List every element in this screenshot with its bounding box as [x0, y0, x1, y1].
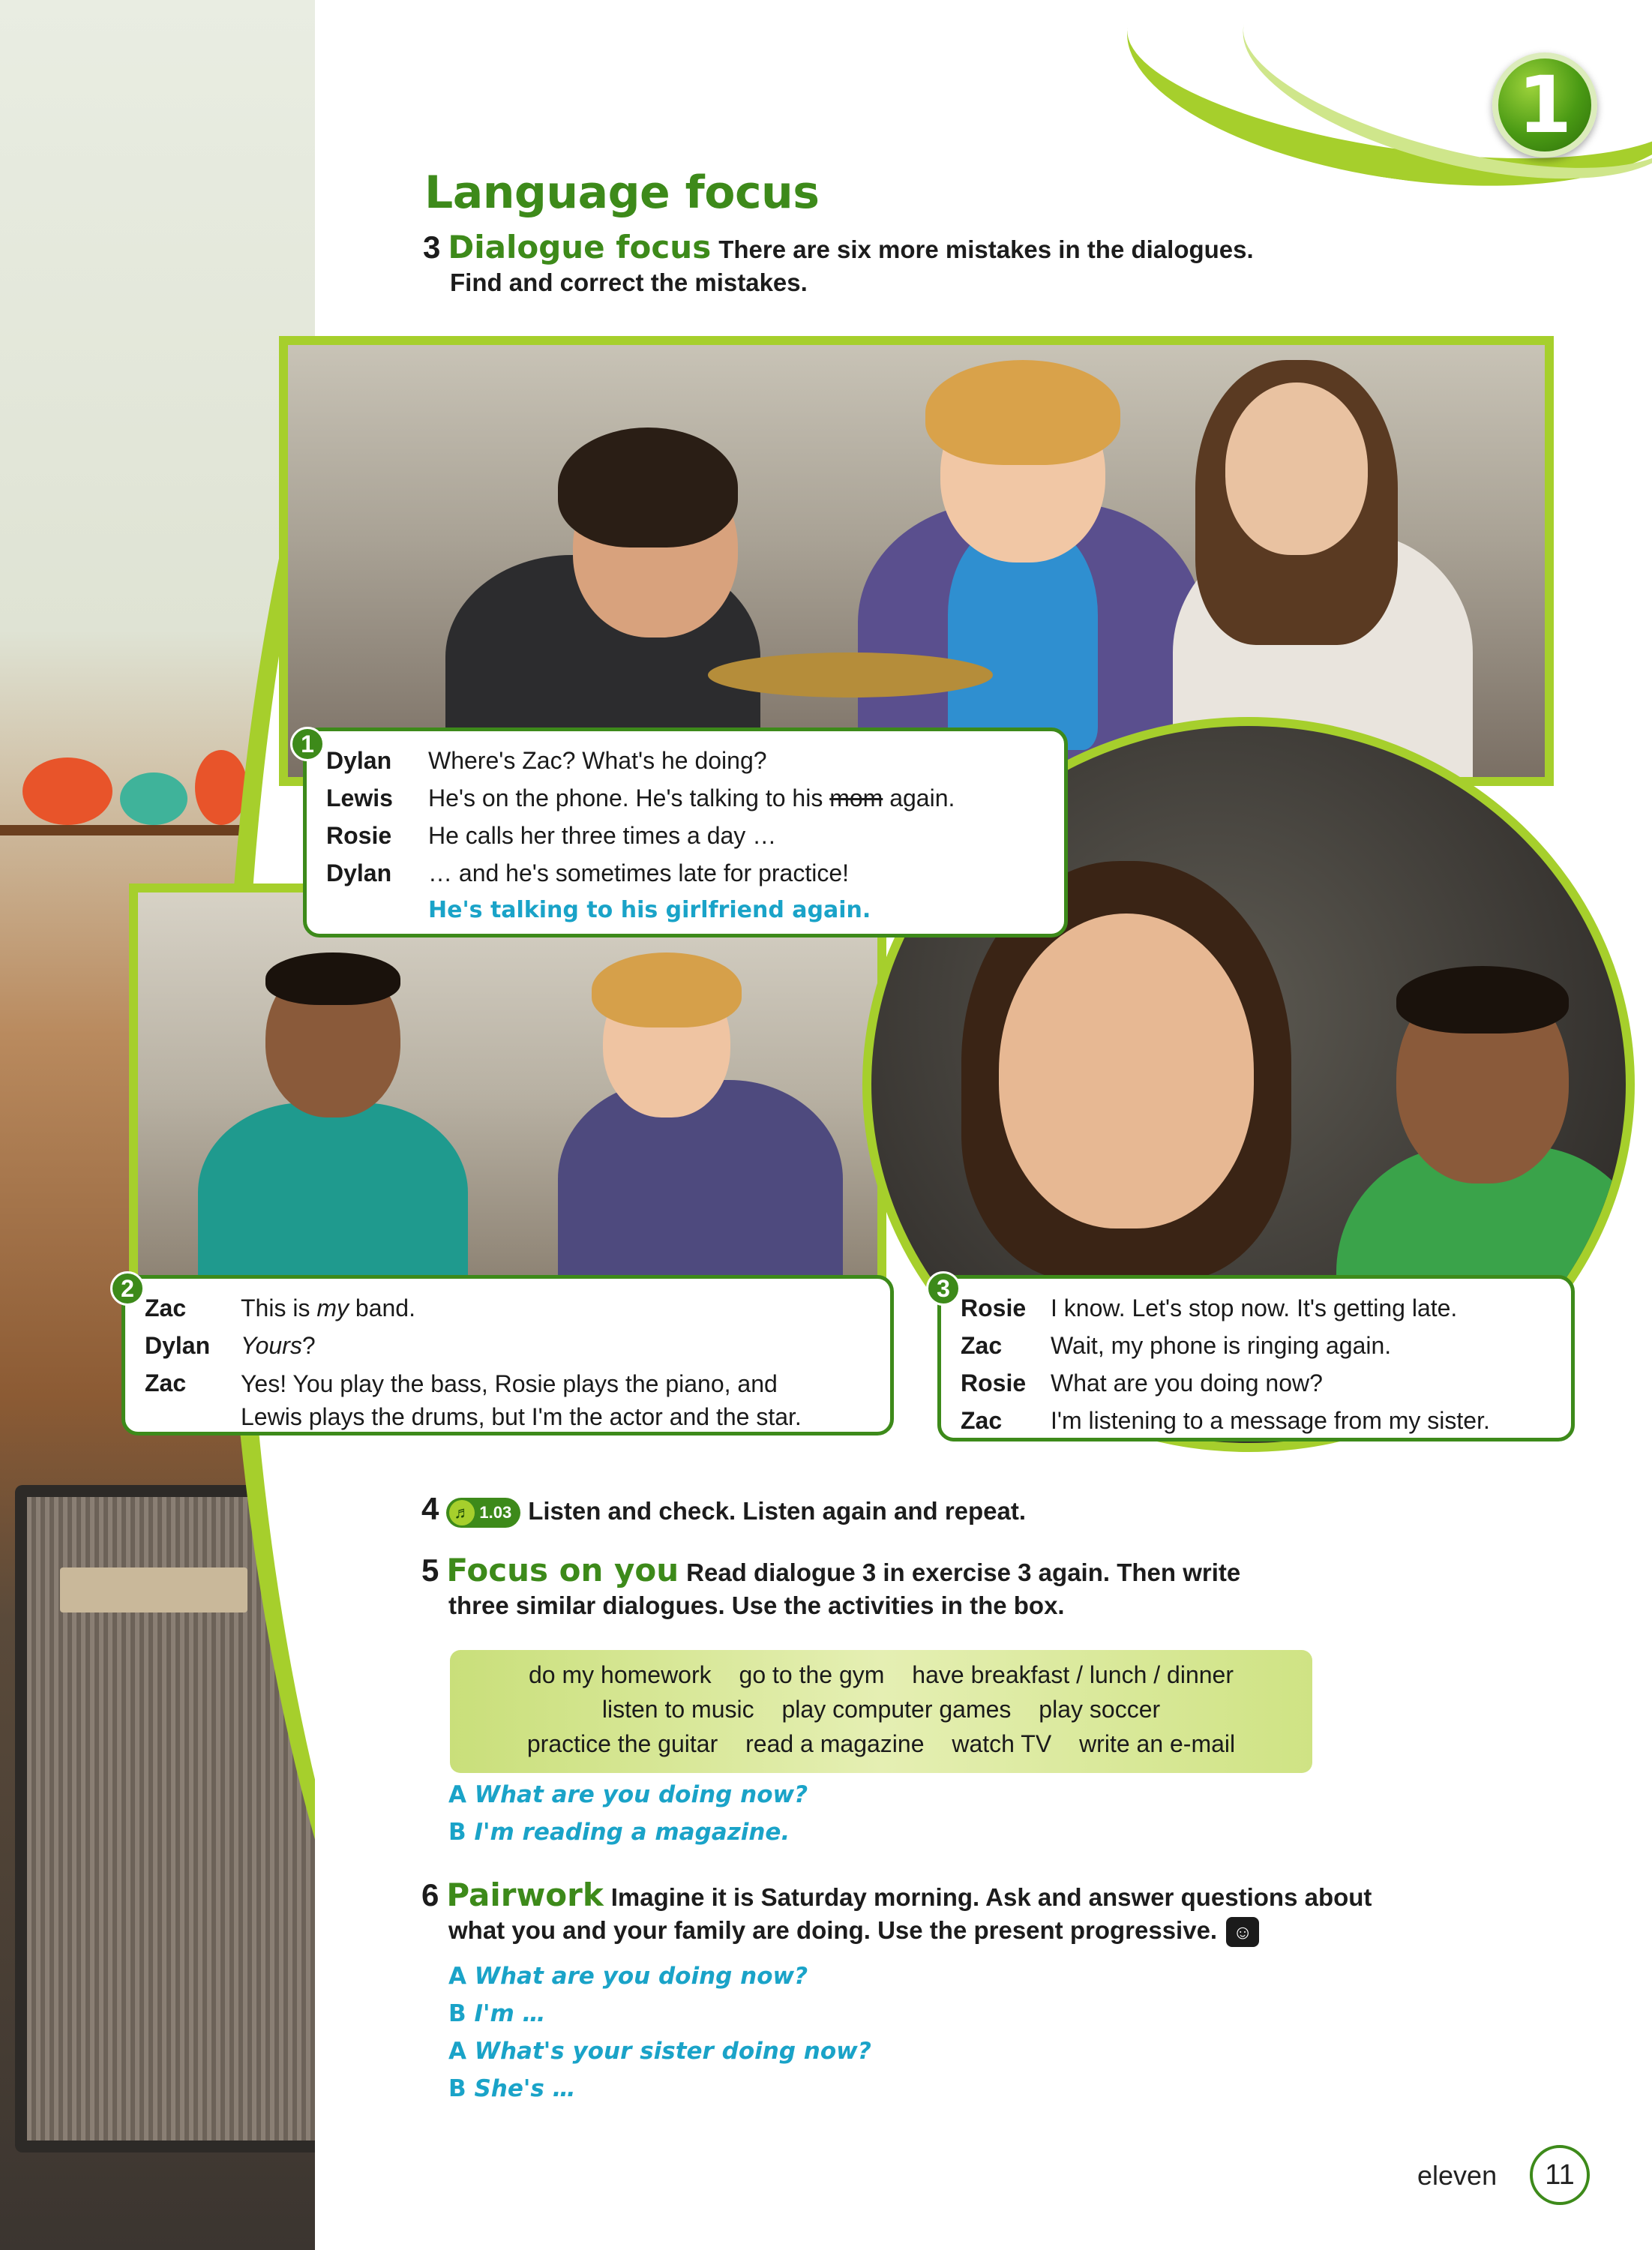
person-lewis-hair	[592, 952, 742, 1028]
activity: play computer games	[781, 1696, 1012, 1723]
speaker-name: Zac	[961, 1332, 1003, 1359]
cymbal	[708, 652, 993, 698]
exercise-instruction	[421, 1914, 1372, 1947]
dialogue-text	[241, 1364, 871, 1433]
example-line	[448, 1995, 871, 2032]
example-speaker: A	[448, 1963, 466, 1990]
unit-number-badge: 1	[1492, 52, 1597, 158]
example-line	[448, 1958, 871, 1995]
exercise-instruction: Find and correct the mistakes.	[450, 268, 808, 296]
example-text: What are you doing now?	[474, 1963, 808, 1990]
dialogue-text: I know. Let's stop now. It's getting late.	[1051, 1294, 1458, 1322]
dialogue-text-part: again.	[883, 784, 955, 812]
dialogue-number-badge: 1	[290, 727, 325, 761]
exercise-instruction: Listen and check. Listen again and repeat.	[528, 1497, 1027, 1525]
activity: do my homework	[528, 1661, 712, 1688]
exercise-number: 6	[421, 1877, 439, 1912]
exercise-6-example	[448, 1958, 871, 2108]
person-zac-body	[198, 1102, 468, 1304]
dialogue-text: Wait, my phone is ringing again.	[1051, 1332, 1392, 1359]
struck-out-word: mom	[829, 784, 883, 812]
dialogue-text	[241, 1327, 871, 1364]
dialogue-line	[145, 1289, 871, 1327]
example-text: She's …	[474, 2075, 576, 2102]
person-rosie-head	[1225, 382, 1368, 555]
emphasized-word: my	[316, 1294, 349, 1322]
dialogue-text-part: Lewis plays the drums, but I'm the actor and the star.	[241, 1403, 802, 1430]
dialogue-line	[145, 1327, 871, 1364]
dialogue-line	[961, 1289, 1552, 1327]
dialogue-text: He calls her three times a day …	[428, 822, 777, 849]
exercise-instruction-text: what you and your family are doing. Use the present progressive.	[448, 1916, 1218, 1944]
example-text: What are you doing now?	[474, 1781, 808, 1808]
correction-answer: He's talking to his girlfriend again.	[428, 897, 871, 923]
page-number-word: eleven	[1417, 2160, 1498, 2191]
person-rosie-head	[999, 914, 1254, 1228]
example-line	[448, 2032, 871, 2070]
dialogue-text-part: ?	[301, 1332, 316, 1359]
activities-row	[450, 1726, 1312, 1761]
dialogue-text	[241, 1289, 871, 1327]
speaker-name: Dylan	[326, 747, 392, 774]
jug	[195, 750, 247, 825]
person-zac-hair	[265, 952, 400, 1005]
activity: practice the guitar	[526, 1730, 718, 1757]
activity: have breakfast / lunch / dinner	[912, 1661, 1234, 1688]
speaker-name: Rosie	[961, 1294, 1027, 1322]
dialogue-text: I'm listening to a message from my sister.	[1051, 1407, 1490, 1434]
dialogue-text-part: Yes! You play the bass, Rosie plays the piano, and	[241, 1370, 778, 1397]
speaker-name: Lewis	[326, 784, 393, 812]
activities-row	[450, 1658, 1312, 1692]
exercise-4	[421, 1492, 1026, 1528]
example-text: I'm …	[474, 2000, 546, 2027]
teapot	[120, 772, 187, 825]
dialogue-line	[961, 1364, 1552, 1402]
example-speaker: B	[448, 2075, 466, 2102]
exercise-instruction: three similar dialogues. Use the activities in the box.	[448, 1592, 1065, 1619]
audio-track-button[interactable]	[446, 1498, 520, 1528]
speaker-name: Zac	[145, 1370, 187, 1396]
dialogue-text-part: band.	[349, 1294, 415, 1322]
person-lewis-hair	[925, 360, 1120, 465]
activity: play soccer	[1039, 1696, 1161, 1723]
page-number: 11	[1530, 2145, 1590, 2205]
exercise-label: Pairwork	[446, 1876, 604, 1913]
dialogue-text: Where's Zac? What's he doing?	[428, 747, 767, 774]
exercise-6-heading	[421, 1876, 1372, 1947]
activity: read a magazine	[745, 1730, 925, 1757]
dialogue-number-badge: 3	[926, 1271, 961, 1306]
exercise-3-heading	[423, 231, 1254, 299]
dialogue-1-box	[303, 728, 1068, 938]
dialogue-line	[326, 817, 1045, 854]
speaker-name: Rosie	[326, 822, 392, 849]
emphasized-word: Yours	[241, 1332, 302, 1359]
activity: go to the gym	[739, 1661, 885, 1688]
dialogue-number-badge: 2	[110, 1271, 145, 1306]
dialogue-2-box	[121, 1275, 894, 1436]
example-text: What's your sister doing now?	[474, 2038, 871, 2065]
example-line	[448, 2070, 871, 2108]
dialogue-3-box	[937, 1275, 1575, 1442]
exercise-number: 3	[423, 230, 441, 265]
speaker-name: Zac	[145, 1294, 187, 1322]
teapot	[22, 758, 112, 825]
exercise-instruction: There are six more mistakes in the dialogues.	[718, 236, 1254, 263]
example-speaker: A	[448, 1781, 466, 1808]
person-dylan-hair	[558, 428, 738, 548]
dialogue-line	[961, 1327, 1552, 1364]
example-line	[448, 1776, 808, 1814]
exercise-instruction: Imagine it is Saturday morning. Ask and answer questions about	[610, 1883, 1372, 1911]
dialogue-text: What are you doing now?	[1051, 1370, 1323, 1396]
dialogue-line	[326, 854, 1045, 892]
dialogue-text-part: He's on the phone. He's talking to his	[428, 784, 830, 812]
activities-row	[450, 1692, 1312, 1726]
speaker-icon: ♬	[449, 1500, 475, 1526]
speaker-name: Zac	[961, 1407, 1003, 1434]
person-lewis-body	[558, 1080, 843, 1304]
audio-track-code: 1.03	[479, 1503, 512, 1522]
dialogue-text-part: This is	[241, 1294, 317, 1322]
dialogue-line	[145, 1364, 871, 1433]
exercise-number: 5	[421, 1552, 439, 1588]
exercise-5-heading	[421, 1554, 1240, 1622]
example-speaker: B	[448, 2000, 466, 2027]
pairwork-icon: ☺	[1226, 1917, 1259, 1947]
speaker-name: Rosie	[961, 1370, 1027, 1396]
dialogue-text	[428, 779, 1045, 817]
example-speaker: B	[448, 1819, 466, 1846]
activity: write an e-mail	[1079, 1730, 1236, 1757]
photo-zac-and-lewis	[129, 884, 886, 1304]
amplifier-label-plate	[60, 1568, 247, 1612]
exercise-5-example	[448, 1776, 808, 1851]
exercise-label: Focus on you	[446, 1552, 679, 1588]
photo-band-practice	[279, 336, 1554, 786]
activities-box	[450, 1650, 1312, 1773]
dialogue-line	[961, 1402, 1552, 1439]
speaker-name: Dylan	[145, 1332, 211, 1359]
dialogue-line	[326, 779, 1045, 817]
section-title: Language focus	[424, 166, 820, 219]
activity: watch TV	[952, 1730, 1052, 1757]
activity: listen to music	[601, 1696, 754, 1723]
person-zac-hair	[1396, 966, 1569, 1034]
exercise-number: 4	[421, 1491, 439, 1526]
dialogue-line	[326, 742, 1045, 779]
speaker-name: Dylan	[326, 860, 392, 886]
exercise-instruction: Read dialogue 3 in exercise 3 again. Then write	[686, 1558, 1241, 1586]
example-text: I'm reading a magazine.	[474, 1819, 790, 1846]
example-speaker: A	[448, 2038, 466, 2065]
dialogue-text: … and he's sometimes late for practice!	[428, 860, 850, 886]
exercise-label: Dialogue focus	[448, 229, 712, 266]
example-line	[448, 1814, 808, 1851]
